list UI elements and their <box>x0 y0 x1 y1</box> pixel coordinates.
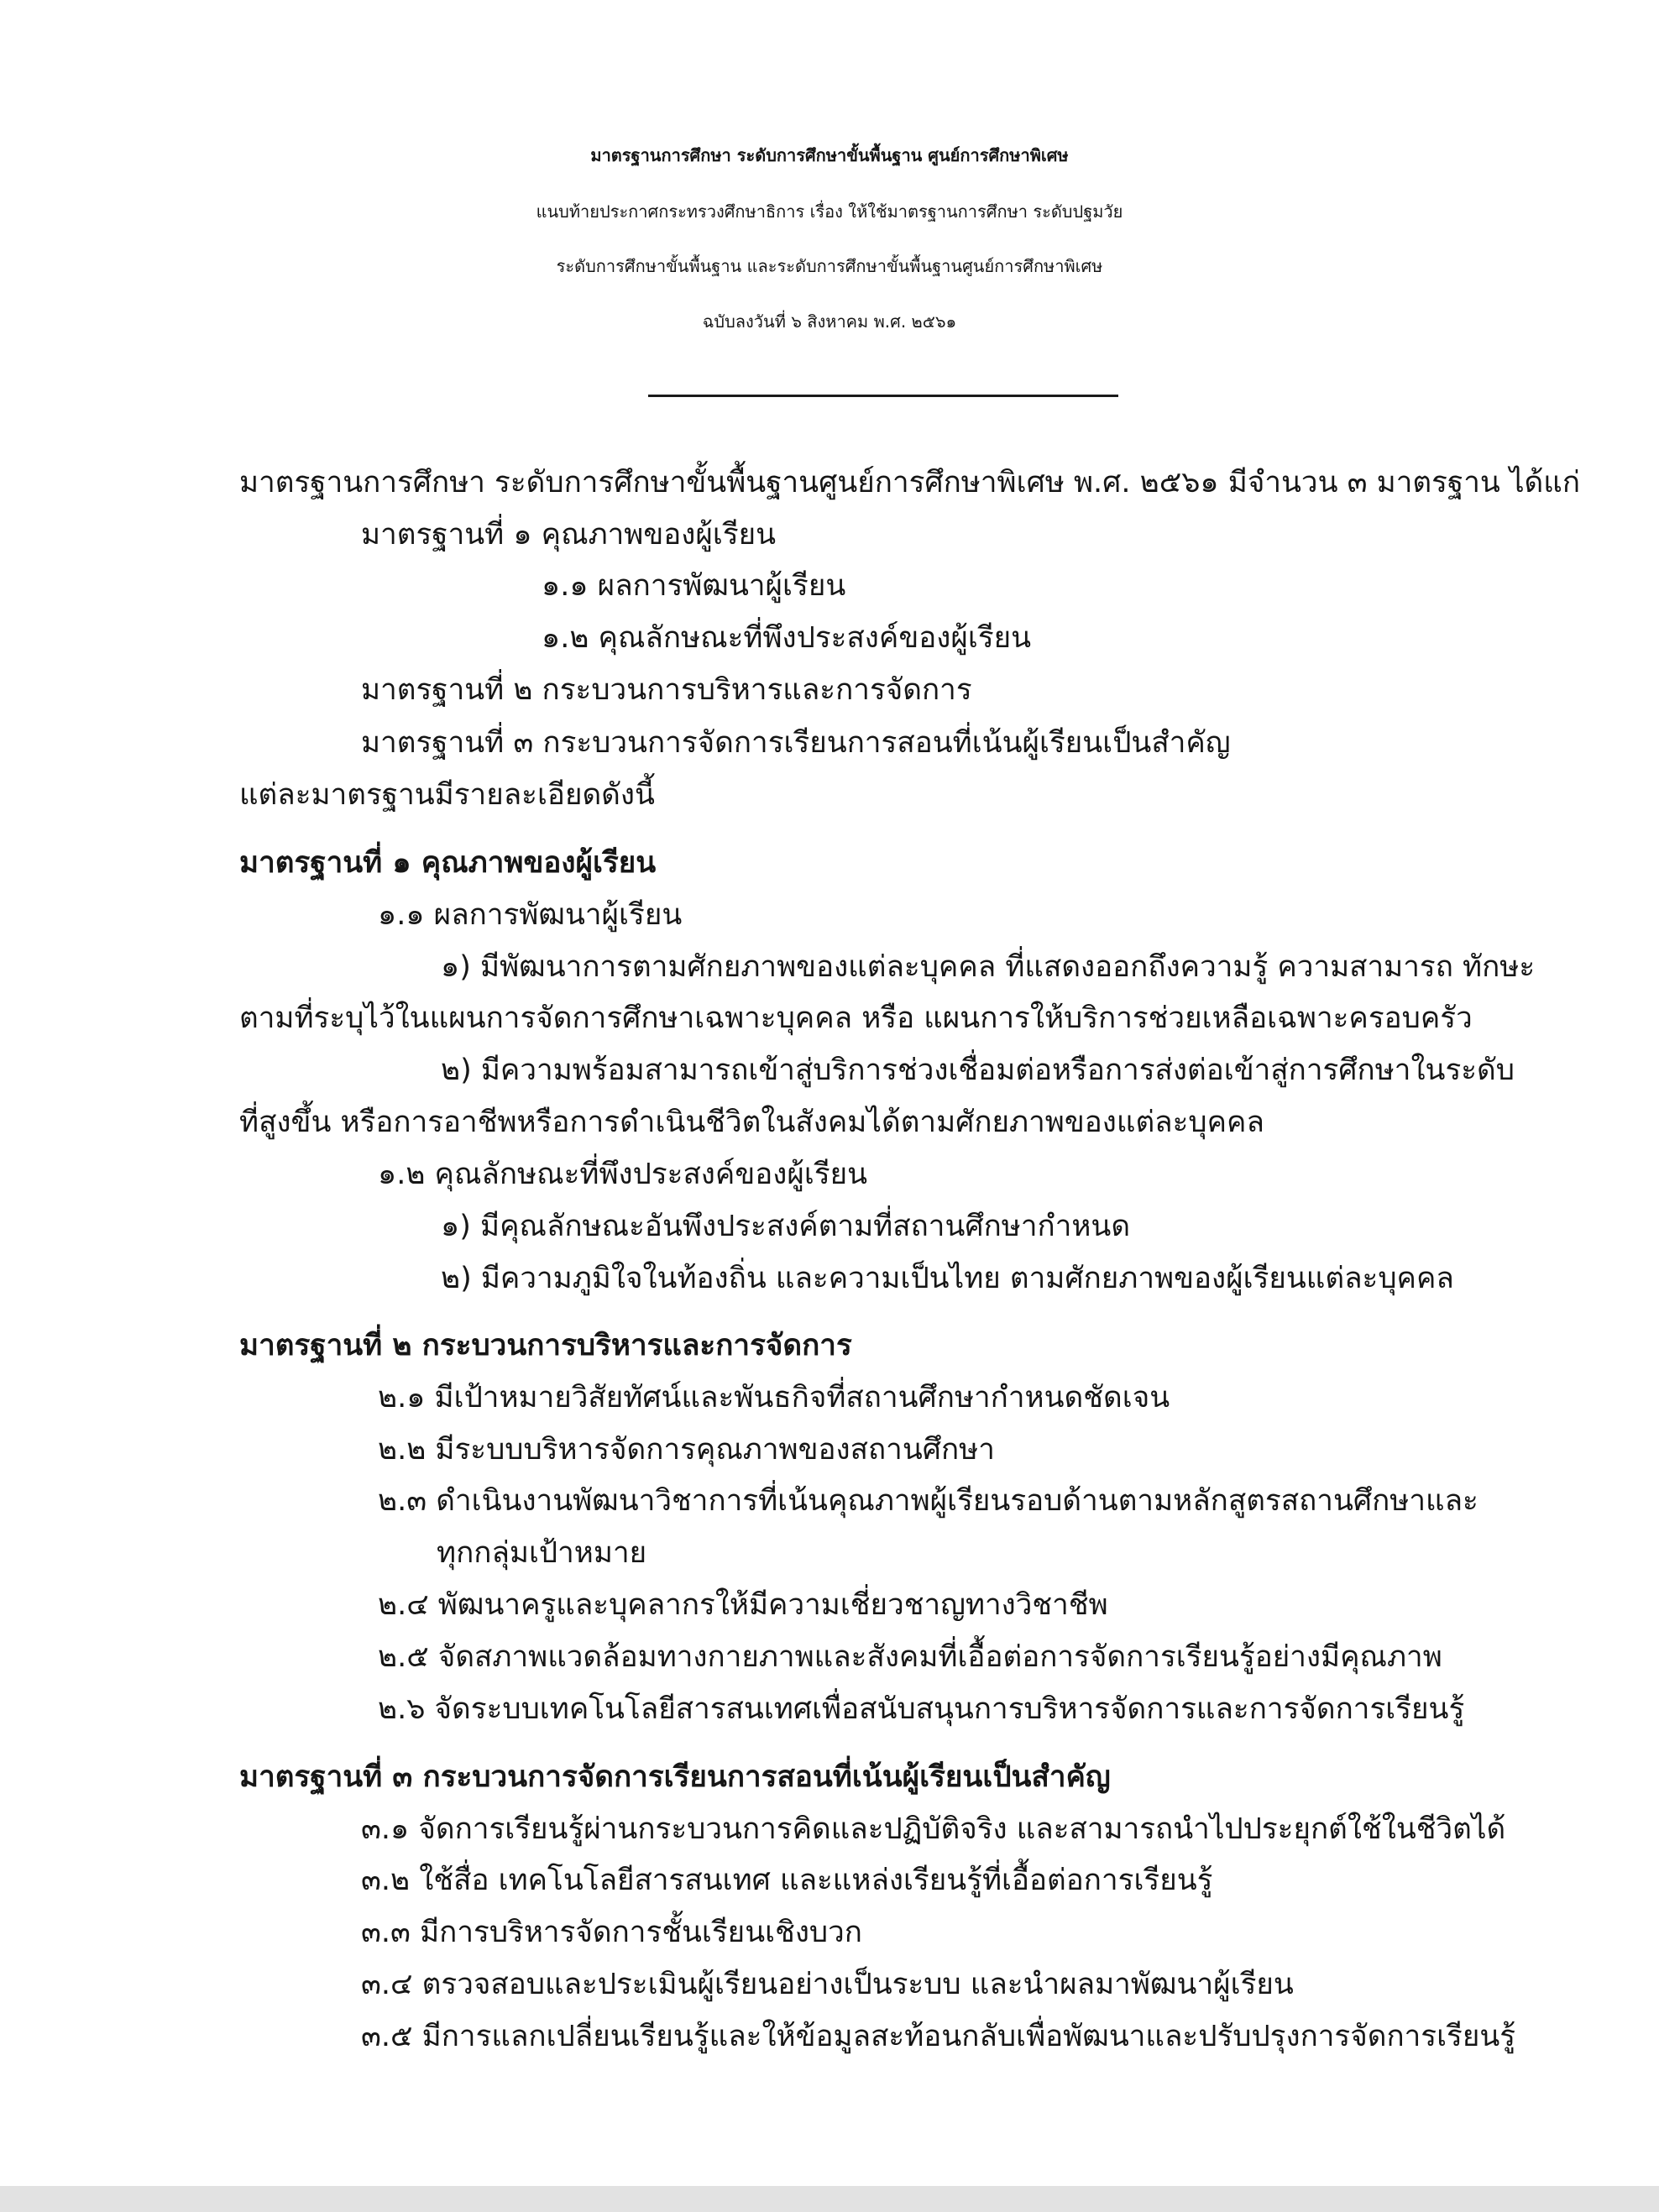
section-2-item-4: ๒.๔ พัฒนาครูและบุคลากรให้มีความเชี่ยวชาญทางวิชาชีพ <box>378 1588 1108 1622</box>
section-1-sub-1: ๑.๑ ผลการพัฒนาผู้เรียน <box>378 898 683 932</box>
intro-standard-1-2: ๑.๒ คุณลักษณะที่พึงประสงค์ของผู้เรียน <box>542 621 1032 655</box>
section-2-item-6: ๒.๖ จัดระบบเทคโนโลยีสารสนเทศเพื่อสนับสนุนการบริหารจัดการและการจัดการเรียนรู้ <box>378 1692 1465 1726</box>
title-divider <box>648 395 1118 397</box>
intro-standard-2: มาตรฐานที่ ๒ กระบวนการบริหารและการจัดการ <box>361 673 972 707</box>
section-3-item-4: ๓.๔ ตรวจสอบและประเมินผู้เรียนอย่างเป็นระบบ และนำผลมาพัฒนาผู้เรียน <box>361 1968 1294 2001</box>
section-1-2-item-2: ๒) มีความภูมิใจในท้องถิ่น และความเป็นไทย ตามศักยภาพของผู้เรียนแต่ละบุคคล <box>441 1262 1454 1295</box>
section-2-heading: มาตรฐานที่ ๒ กระบวนการบริหารและการจัดการ <box>239 1329 852 1362</box>
section-3-heading: มาตรฐานที่ ๓ กระบวนการจัดการเรียนการสอนที่เน้นผู้เรียนเป็นสำคัญ <box>239 1760 1111 1794</box>
document-subtitle-2: ระดับการศึกษาขั้นพื้นฐาน และระดับการศึกษาขั้นพื้นฐานศูนย์การศึกษาพิเศษ <box>556 256 1103 276</box>
section-2-item-3-line-2: ทุกกลุ่มเป้าหมาย <box>437 1536 647 1570</box>
section-3-item-1: ๓.๑ จัดการเรียนรู้ผ่านกระบวนการคิดและปฏิบัติจริง และสามารถนำไปประยุกต์ใช้ในชีวิตได้ <box>361 1812 1506 1846</box>
section-1-1-item-1-line-1: ๑) มีพัฒนาการตามศักยภาพของแต่ละบุคคล ที่แสดงออกถึงความรู้ ความสามารถ ทักษะ <box>441 950 1536 984</box>
section-3-item-2: ๓.๒ ใช้สื่อ เทคโนโลยีสารสนเทศ และแหล่งเรียนรู้ที่เอื้อต่อการเรียนรู้ <box>361 1864 1213 1897</box>
section-3-item-3: ๓.๓ มีการบริหารจัดการชั้นเรียนเชิงบวก <box>361 1916 862 1949</box>
document-title: มาตรฐานการศึกษา ระดับการศึกษาขั้นพื้นฐาน ศูนย์การศึกษาพิเศษ <box>590 145 1069 165</box>
section-1-heading: มาตรฐานที่ ๑ คุณภาพของผู้เรียน <box>239 846 657 880</box>
section-1-2-item-1: ๑) มีคุณลักษณะอันพึงประสงค์ตามที่สถานศึกษากำหนด <box>441 1210 1131 1243</box>
section-1-1-item-2-line-2: ที่สูงขึ้น หรือการอาชีพหรือการดำเนินชีวิตในสังคมได้ตามศักยภาพของแต่ละบุคคล <box>239 1106 1264 1139</box>
intro-standard-1: มาตรฐานที่ ๑ คุณภาพของผู้เรียน <box>361 518 777 552</box>
intro-standard-1-1: ๑.๑ ผลการพัฒนาผู้เรียน <box>542 569 846 603</box>
section-1-sub-2: ๑.๒ คุณลักษณะที่พึงประสงค์ของผู้เรียน <box>378 1158 868 1191</box>
intro-text: มาตรฐานการศึกษา ระดับการศึกษาขั้นพื้นฐานศูนย์การศึกษาพิเศษ พ.ศ. ๒๕๖๑ มีจำนวน ๓ มาตรฐาน ได้แก่ <box>239 466 1581 499</box>
intro-standard-3: มาตรฐานที่ ๓ กระบวนการจัดการเรียนการสอนที่เน้นผู้เรียนเป็นสำคัญ <box>361 726 1231 760</box>
section-1-1-item-2-line-1: ๒) มีความพร้อมสามารถเข้าสู่บริการช่วงเชื่อมต่อหรือการส่งต่อเข้าสู่การศึกษาในระดับ <box>441 1054 1515 1087</box>
section-3-item-5: ๓.๕ มีการแลกเปลี่ยนเรียนรู้และให้ข้อมูลสะท้อนกลับเพื่อพัฒนาและปรับปรุงการจัดการเรียนรู้ <box>361 2020 1516 2053</box>
section-2-item-3-line-1: ๒.๓ ดำเนินงานพัฒนาวิชาการที่เน้นคุณภาพผู้เรียนรอบด้านตามหลักสูตรสถานศึกษาและ <box>378 1484 1478 1518</box>
page-bottom-edge <box>0 2186 1659 2212</box>
section-2-item-2: ๒.๒ มีระบบบริหารจัดการคุณภาพของสถานศึกษา <box>378 1433 995 1467</box>
document-subtitle-1: แนบท้ายประกาศกระทรวงศึกษาธิการ เรื่อง ให้ใช้มาตรฐานการศึกษา ระดับปฐมวัย <box>536 201 1123 222</box>
section-2-item-5: ๒.๕ จัดสภาพแวดล้อมทางกายภาพและสังคมที่เอื้อต่อการจัดการเรียนรู้อย่างมีคุณภาพ <box>378 1640 1442 1674</box>
section-2-item-1: ๒.๑ มีเป้าหมายวิสัยทัศน์และพันธกิจที่สถานศึกษากำหนดชัดเจน <box>378 1381 1170 1415</box>
document-date: ฉบับลงวันที่ ๖ สิงหาคม พ.ศ. ๒๕๖๑ <box>702 311 957 332</box>
section-1-1-item-1-line-2: ตามที่ระบุไว้ในแผนการจัดการศึกษาเฉพาะบุคคล หรือ แผนการให้บริการช่วยเหลือเฉพาะครอบครัว <box>239 1001 1473 1035</box>
details-intro: แต่ละมาตรฐานมีรายละเอียดดังนี้ <box>239 778 655 812</box>
